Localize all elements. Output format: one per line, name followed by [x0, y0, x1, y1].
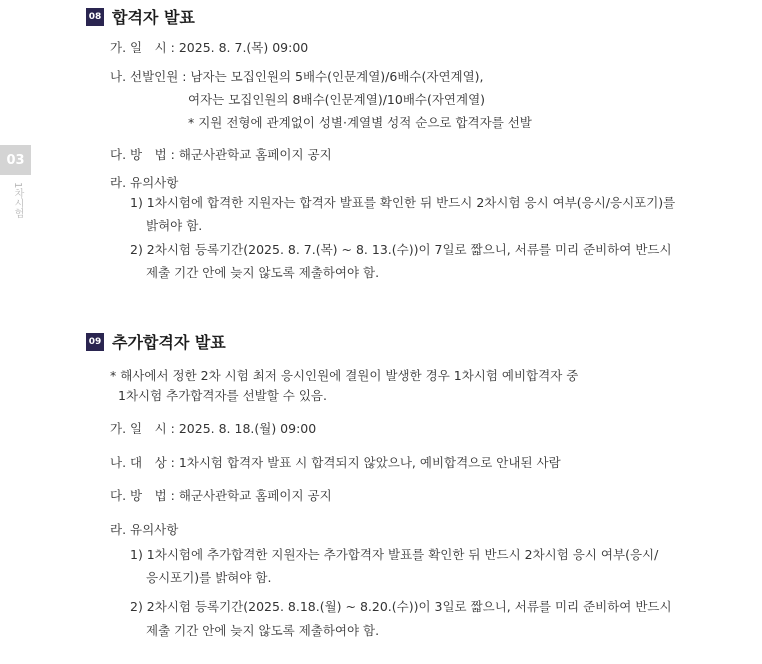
- sec08-method: 다. 방 법 : 해군사관학교 홈페이지 공지: [110, 147, 332, 162]
- section-09-header: [86, 330, 226, 353]
- section-09-title: 추가합격자 발표: [112, 333, 226, 352]
- section-09-badge: 09: [86, 333, 104, 351]
- chapter-number-tab: 03: [0, 145, 31, 175]
- sec08-note-1-cont: 밝혀야 함.: [146, 218, 203, 233]
- sec08-selection-male: 나. 선발인원 : 남자는 모집인원의 5배수(인문계열)/6배수(자연계열),: [110, 69, 484, 84]
- section-08-badge: 08: [86, 8, 104, 26]
- sec08-note-1: 1) 1차시험에 합격한 지원자는 합격자 발표를 확인한 뒤 반드시 2차시험 응시 여부(응시/응시포기)를: [130, 195, 676, 210]
- sec08-selection-note: * 지원 전형에 관계없이 성별·계열별 성적 순으로 합격자를 선발: [188, 115, 532, 130]
- sec09-note-2: 2) 2차시험 등록기간(2025. 8.18.(월) ~ 8.20.(수))이 3일로 짧으니, 서류를 미리 준비하여 반드시: [130, 599, 672, 614]
- sec08-schedule: 가. 일 시 : 2025. 8. 7.(목) 09:00: [110, 40, 309, 55]
- sec08-selection-female: 여자는 모집인원의 8배수(인문계열)/10배수(자연계열): [188, 92, 486, 107]
- sec09-schedule: 가. 일 시 : 2025. 8. 18.(월) 09:00: [110, 421, 317, 436]
- sec09-note-1: 1) 1차시험에 추가합격한 지원자는 추가합격자 발표를 확인한 뒤 반드시 2차시험 응시 여부(응시/: [130, 547, 659, 562]
- chapter-label: 1차시험: [12, 182, 23, 219]
- sec09-intro-cont: 1차시험 추가합격자를 선발할 수 있음.: [118, 388, 327, 403]
- section-08-header: [86, 5, 195, 28]
- sec09-note-2-cont: 제출 기간 안에 늦지 않도록 제출하여야 함.: [146, 623, 380, 638]
- sec08-notes-heading: 라. 유의사항: [110, 175, 179, 190]
- sec09-target: 나. 대 상 : 1차시험 합격자 발표 시 합격되지 않았으나, 예비합격으로 안내된 사람: [110, 455, 561, 470]
- sec09-intro: * 해사에서 정한 2차 시험 최저 응시인원에 결원이 발생한 경우 1차시험 예비합격자 중: [110, 368, 579, 383]
- section-08-title: 합격자 발표: [112, 8, 195, 27]
- sec09-note-1-cont: 응시포기)를 밝혀야 함.: [146, 570, 272, 585]
- sec08-note-2: 2) 2차시험 등록기간(2025. 8. 7.(목) ~ 8. 13.(수))이 7일로 짧으니, 서류를 미리 준비하여 반드시: [130, 242, 672, 257]
- sec09-notes-heading: 라. 유의사항: [110, 522, 179, 537]
- sec08-note-2-cont: 제출 기간 안에 늦지 않도록 제출하여야 함.: [146, 265, 380, 280]
- sec09-method: 다. 방 법 : 해군사관학교 홈페이지 공지: [110, 488, 332, 503]
